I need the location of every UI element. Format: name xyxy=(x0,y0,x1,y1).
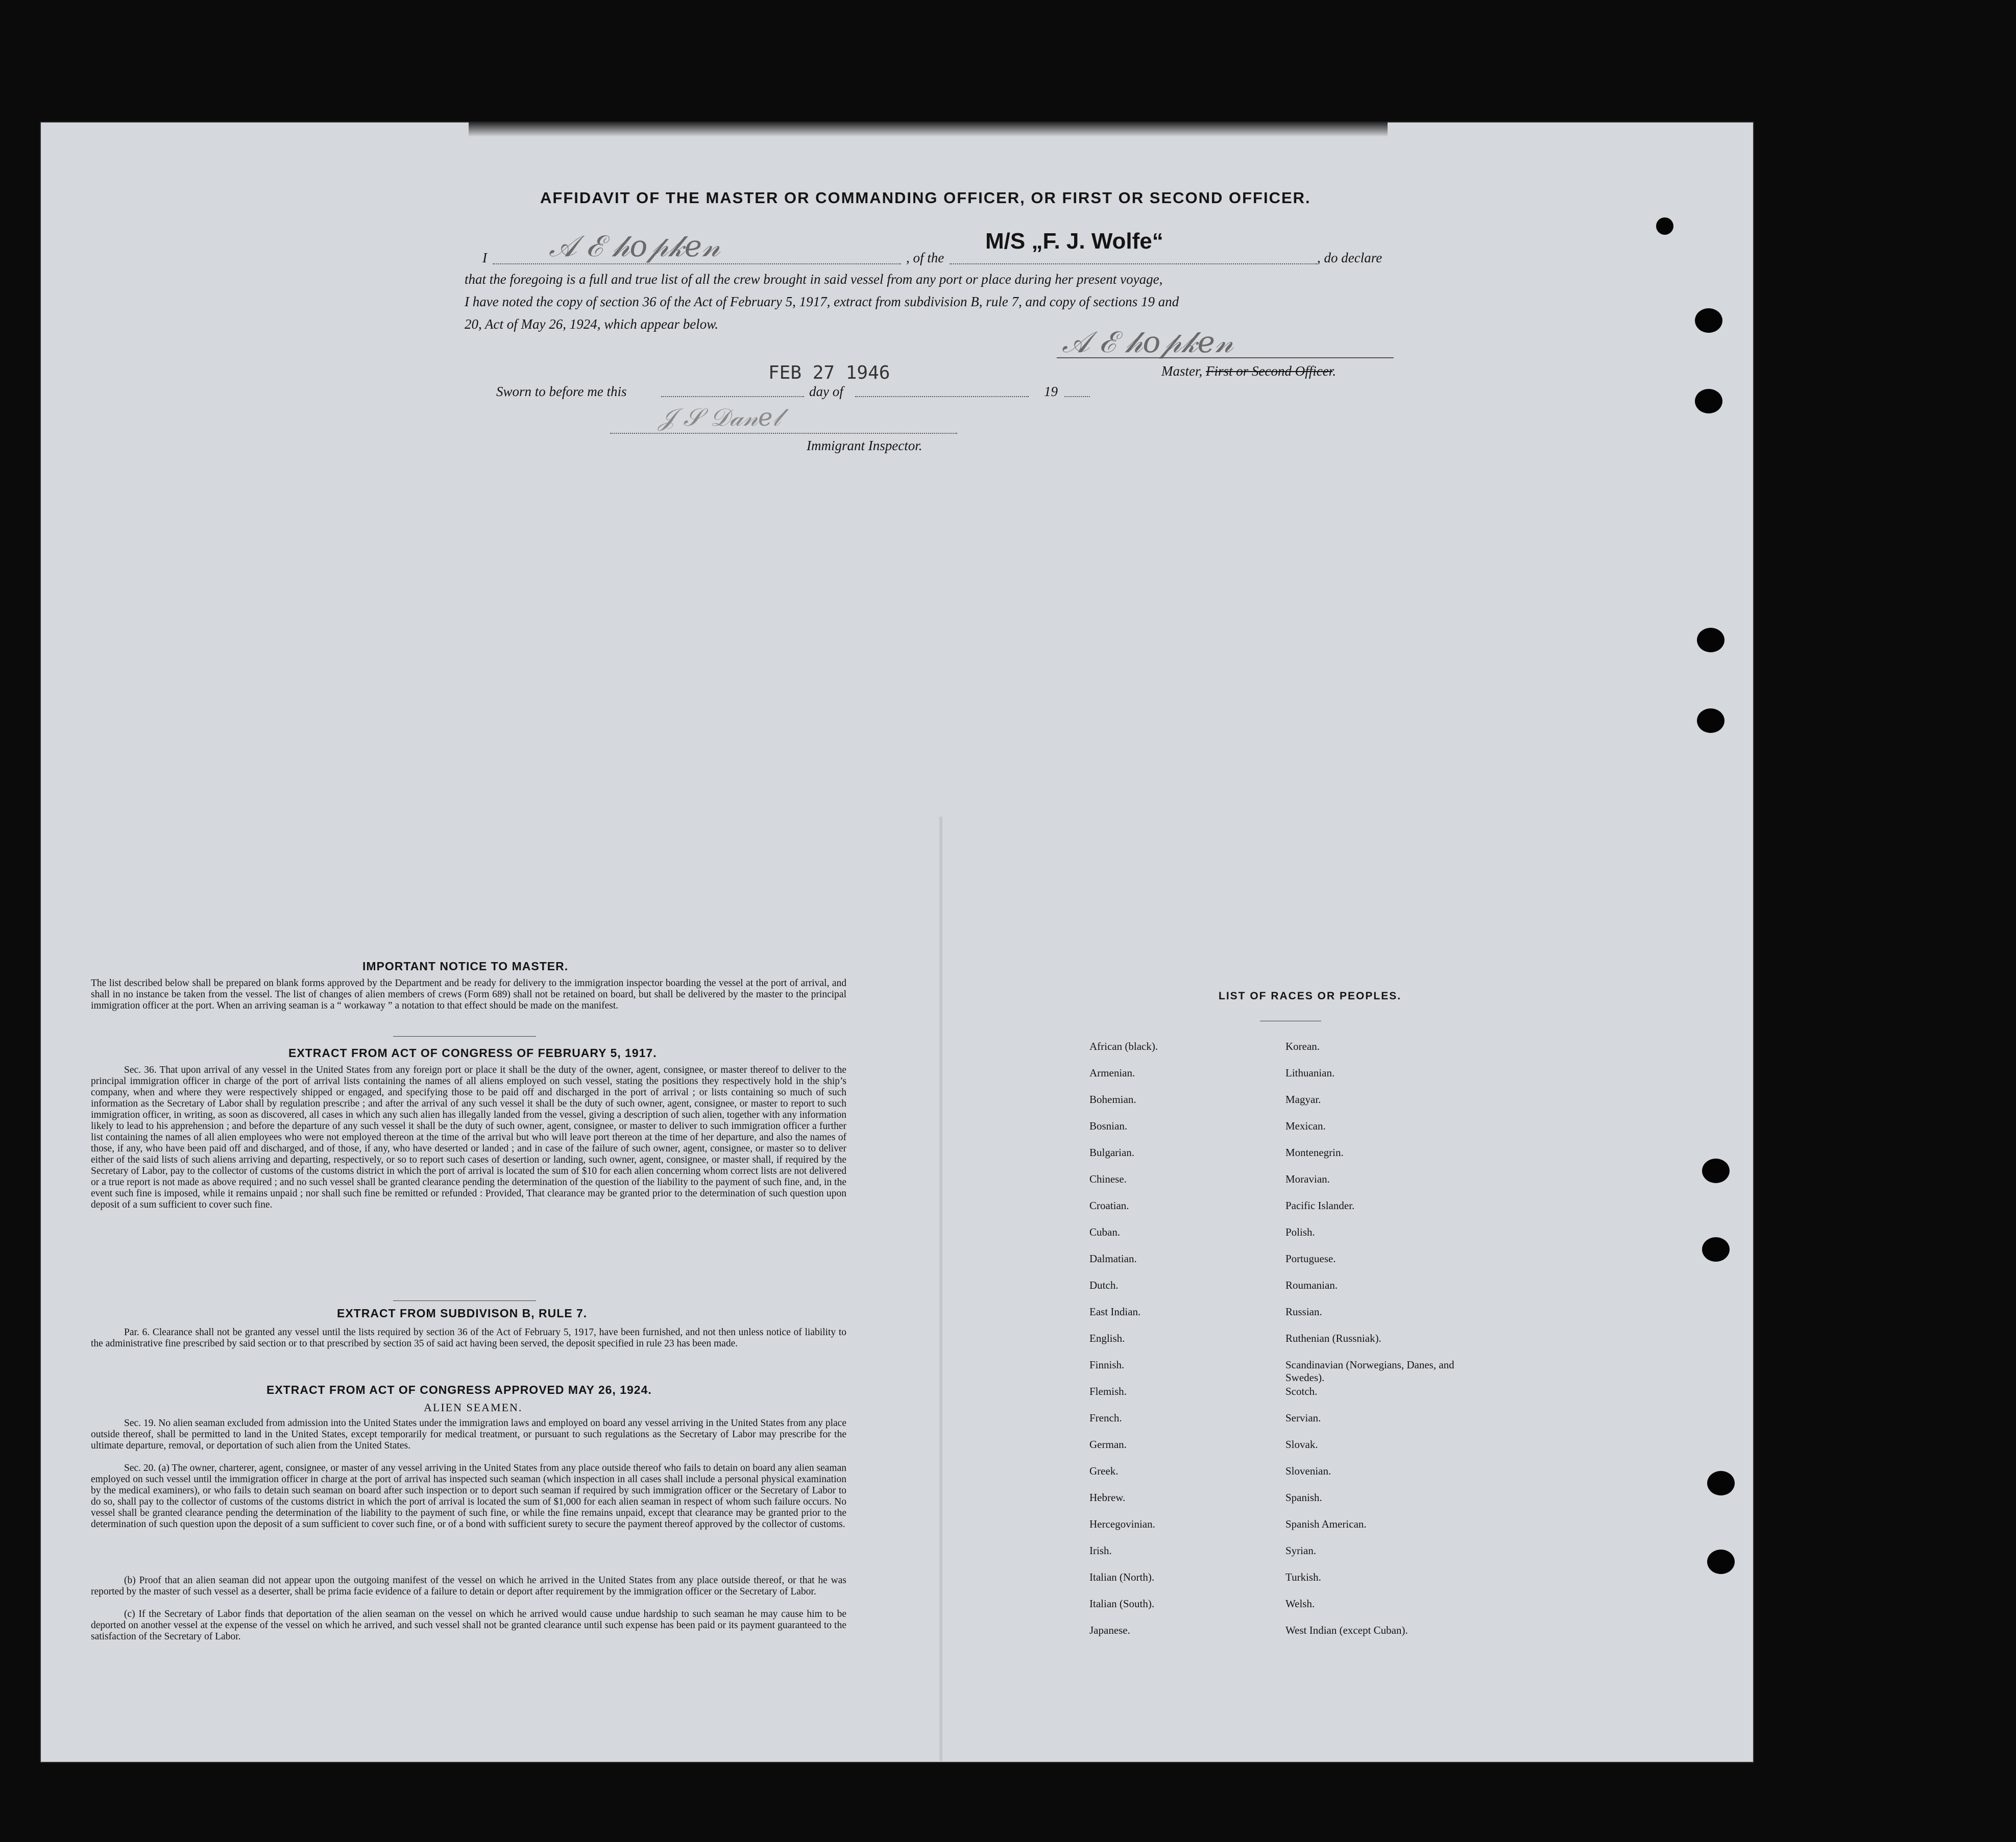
struck-officer-title: First or Second Officer xyxy=(1206,363,1333,379)
section-36-text: Sec. 36. That upon arrival of any vessel in the United States from any foreign port or place it shall be the duty of the owner, agent, consignee, or master thereof to deliver to the principal immigration officer in charge of the port of arrival lists containing the names of all aliens employed on such vessel, stating the positions they respectively hold in the ship’s company, when and where they were respectively shipped or engaged, and specifying those to be paid off and discharged in the port of arrival ; or lists containing so much of such information as the Secretary of Labor shall by regulation prescribe ; and after the arrival of any such vessel it shall be the duty of such owner, agent, consignee, or master to report to such immigration officer, in writing, as soon as discovered, all cases in which any such alien has illegally landed from the vessel, giving a description of such alien, together with any information likely to lead to his apprehension ; and before the departure of any such vessel it shall be the duty of such owner, agent, consignee, or master to deliver to such immigration officer a further list containing the names of all alien employees who were not employed thereon at the time of the arrival but who will leave port thereon at the time of her departure, and also the names of those, if any, who have been paid off and discharged, and of those, if any, who have deserted or landed ; and in case of the failure of such owner, agent, consignee, or master so to deliver either of the said lists of such aliens arriving and departing, respectively, or so to report such cases of desertion or landing, such owner, agent, consignee, or master shall, if required by the Secretary of Labor, pay to the collector of customs of the customs district in which the port of arrival is located the sum of $10 for each alien concerning whom correct lists are not delivered or a true report is not made as above required ; and no such vessel shall be granted clearance pending the determination of the question of the liability to the payment of such fine, and, in the event such fine is imposed, while it remains unpaid ; nor shall such fine be remitted or refunded : Provided, That clearance may be granted prior to the determination of such question upon deposit of a sum sufficient to cover such fine. xyxy=(91,1065,846,1210)
race-item: Hebrew. xyxy=(1089,1491,1126,1504)
inspector-signature: 𝒥 𝒮 𝒟𝒶𝓃𝑒𝓁 xyxy=(659,403,781,432)
race-item: Finnish. xyxy=(1089,1359,1125,1371)
race-item: Spanish American. xyxy=(1285,1518,1367,1530)
affidavit-line-4: 20, Act of May 26, 1924, which appear below. xyxy=(465,316,718,332)
race-item: German. xyxy=(1089,1438,1127,1451)
notice-body: The list described below shall be prepared on blank forms approved by the Department and be ready for delivery to the immigration inspector boarding the vessel at the port of arrival, and shall in no instance be taken from the vessel. The list of changes of alien members of crews (Form 689) shall not be retained on board, but shall be delivered by the master to the principal immigration officer at the port. When an arriving seaman is a “ workaway ” a notation to that effect should be made on the manifest. xyxy=(91,978,846,1011)
race-item: Scotch. xyxy=(1285,1385,1318,1397)
affidavit-line-2: that the foregoing is a full and true list of all the crew brought in said vessel from any port or place during her present voyage, xyxy=(465,272,1163,287)
ship-line xyxy=(950,263,1317,264)
race-item: West Indian (except Cuban). xyxy=(1285,1624,1408,1636)
month-line xyxy=(855,396,1029,397)
race-item: Moravian. xyxy=(1285,1173,1330,1185)
master-word: Master, xyxy=(1161,363,1203,379)
race-item: Russian. xyxy=(1285,1306,1322,1318)
race-item: Magyar. xyxy=(1285,1093,1321,1106)
rule-7-title: EXTRACT FROM SUBDIVISON B, RULE 7. xyxy=(337,1307,588,1320)
hole-punch xyxy=(1656,217,1673,235)
inspector-line xyxy=(610,433,957,434)
day-line xyxy=(661,396,804,397)
master-label: Master, First or Second Officer. xyxy=(1161,363,1336,379)
race-item: Cuban. xyxy=(1089,1226,1121,1238)
notice-title: IMPORTANT NOTICE TO MASTER. xyxy=(362,960,569,973)
hole-punch xyxy=(1702,1159,1730,1183)
race-item: Ruthenian (Russniak). xyxy=(1285,1332,1381,1344)
race-item: Polish. xyxy=(1285,1226,1315,1238)
divider xyxy=(393,1036,536,1037)
race-item: Slovak. xyxy=(1285,1438,1318,1451)
race-item: African (black). xyxy=(1089,1040,1158,1052)
race-item: Montenegrin. xyxy=(1285,1146,1344,1159)
race-item: Croatian. xyxy=(1089,1199,1129,1212)
race-item: Bosnian. xyxy=(1089,1120,1128,1132)
affidavit-title: AFFIDAVIT OF THE MASTER OR COMMANDING OFFICER, OR FIRST OR SECOND OFFICER. xyxy=(540,189,1311,207)
signature-line xyxy=(1057,357,1394,358)
section-19-text: Sec. 19. No alien seaman excluded from admission into the United States under the immigration laws and employed on board any vessel arriving in the United States from any place outside thereof, shall be permitted to land in the United States, except temporarily for medical treatment, or pursuant to such regulations as the Secretary of Labor may prescribe for the ultimate departure, removal, or deportation of such alien from the United States. xyxy=(91,1418,846,1451)
race-item: Chinese. xyxy=(1089,1173,1127,1185)
race-item: Flemish. xyxy=(1089,1385,1127,1397)
section-20a-text: Sec. 20. (a) The owner, charterer, agent, consignee, or master of any vessel arriving in the United States from any place outside thereof who fails to detain on board any alien seaman employed on such vessel until the immigration officer in charge at the port of arrival has inspected such seaman (which inspection in all cases shall include a personal physical examination by the medical examiners), or who fails to detain such seaman on board after such inspection or to deport such seaman if required by such immigration officer or the Secretary of Labor to do so, shall pay to the collector of customs of the customs district in which the port of arrival is located the sum of $1,000 for each alien seaman in respect of whom such failure occurs. No vessel shall be granted clearance pending the determination of the liability to the payment of such fine, or while the fine remains unpaid, except that clearance may be granted prior to the determination of such question upon the deposit of a sum sufficient to cover such fine, or of a bond with sufficient surety to secure the payment thereof approved by the collector of customs. xyxy=(91,1463,846,1530)
section-20b-text: (b) Proof that an alien seaman did not appear upon the outgoing manifest of the vessel on which he arrived in the United States from any place outside thereof, or that he was reported by the master of such vessel as a deserter, shall be prima facie evidence of a failure to detain or deport after requirement by the immigration officer or the Secretary of Labor. xyxy=(91,1575,846,1597)
race-item: Scandinavian (Norwegians, Danes, and Swedes). xyxy=(1285,1359,1454,1384)
divider xyxy=(393,1300,536,1301)
hole-punch xyxy=(1707,1471,1735,1495)
race-item: Lithuanian. xyxy=(1285,1067,1335,1079)
race-item: Japanese. xyxy=(1089,1624,1130,1636)
hole-punch xyxy=(1702,1237,1730,1262)
hole-punch xyxy=(1697,628,1724,652)
race-item: Welsh. xyxy=(1285,1598,1315,1610)
extract-1924-title: EXTRACT FROM ACT OF CONGRESS APPROVED MAY 26, 1924. xyxy=(266,1383,652,1396)
hole-punch xyxy=(1697,708,1724,733)
fold-line xyxy=(939,817,942,1761)
races-title: LIST OF RACES OR PEOPLES. xyxy=(1219,990,1402,1002)
race-item: Greek. xyxy=(1089,1465,1119,1477)
day-of-label: day of xyxy=(809,384,843,399)
race-item: Hercegovinian. xyxy=(1089,1518,1155,1530)
race-item: Syrian. xyxy=(1285,1544,1317,1557)
section-20c-text: (c) If the Secretary of Labor finds that deportation of the alien seaman on the vessel on which he arrived would cause undue hardship to such seaman he may cause him to be deported on another vessel at the expense of the vessel on which he arrived, and such vessel shall not be granted clearance until such expense has been paid or its payment guaranteed to the satisfaction of the Secretary of Labor. xyxy=(91,1609,846,1642)
race-item: Bulgarian. xyxy=(1089,1146,1135,1159)
affidavit-line-3: I have noted the copy of section 36 of the Act of February 5, 1917, extract from subdivision B, rule 7, and copy of sections 19 and xyxy=(465,294,1179,309)
race-item: Roumanian. xyxy=(1285,1279,1338,1291)
race-item: Dutch. xyxy=(1089,1279,1119,1291)
hole-punch xyxy=(1695,389,1722,413)
year-line xyxy=(1064,396,1090,397)
date-stamp: FEB 27 1946 xyxy=(768,362,890,383)
race-item: East Indian. xyxy=(1089,1306,1141,1318)
alien-seamen-subtitle: ALIEN SEAMEN. xyxy=(424,1401,523,1414)
race-item: Slovenian. xyxy=(1285,1465,1331,1477)
inspector-label: Immigrant Inspector. xyxy=(807,438,922,453)
race-item: Armenian. xyxy=(1089,1067,1135,1079)
extract-1917-title: EXTRACT FROM ACT OF CONGRESS OF FEBRUARY 5, 1917. xyxy=(288,1046,657,1060)
race-item: Spanish. xyxy=(1285,1491,1322,1504)
race-item: Bohemian. xyxy=(1089,1093,1136,1106)
race-item: Irish. xyxy=(1089,1544,1112,1557)
hole-punch xyxy=(1695,308,1722,333)
race-item: Pacific Islander. xyxy=(1285,1199,1355,1212)
race-item: Italian (North). xyxy=(1089,1571,1155,1583)
race-item: Turkish. xyxy=(1285,1571,1321,1583)
ship-name: M/S „F. J. Wolfe“ xyxy=(985,229,1163,254)
master-signature: 𝒜 ℰ 𝒽𝑜𝓅𝓀𝑒𝓃 xyxy=(1062,325,1233,359)
race-item: English. xyxy=(1089,1332,1125,1344)
race-item: Portuguese. xyxy=(1285,1252,1336,1265)
race-item: Servian. xyxy=(1285,1412,1321,1424)
year-prefix: 19 xyxy=(1044,384,1058,399)
race-item: Italian (South). xyxy=(1089,1598,1155,1610)
race-item: Dalmatian. xyxy=(1089,1252,1137,1265)
hole-punch xyxy=(1707,1550,1735,1574)
i-label: I xyxy=(482,250,487,265)
race-item: Mexican. xyxy=(1285,1120,1326,1132)
race-item: French. xyxy=(1089,1412,1122,1424)
do-declare: , do declare xyxy=(1317,250,1382,265)
of-the-label: , of the xyxy=(906,250,944,265)
sworn-label: Sworn to before me this xyxy=(496,384,627,399)
paragraph-6-text: Par. 6. Clearance shall not be granted any vessel until the lists required by section 36 of the Act of February 5, 1917, have been furnished, and not then unless notice of liability to the administrative fine prescribed by said section or to that prescribed by section 35 of said act having been served, the deposit specified in rule 23 has been made. xyxy=(91,1327,846,1349)
master-name-signature: 𝒜 ℰ 𝒽𝑜𝓅𝓀𝑒𝓃 xyxy=(549,229,720,263)
race-item: Korean. xyxy=(1285,1040,1320,1052)
torn-edge xyxy=(469,121,1388,137)
